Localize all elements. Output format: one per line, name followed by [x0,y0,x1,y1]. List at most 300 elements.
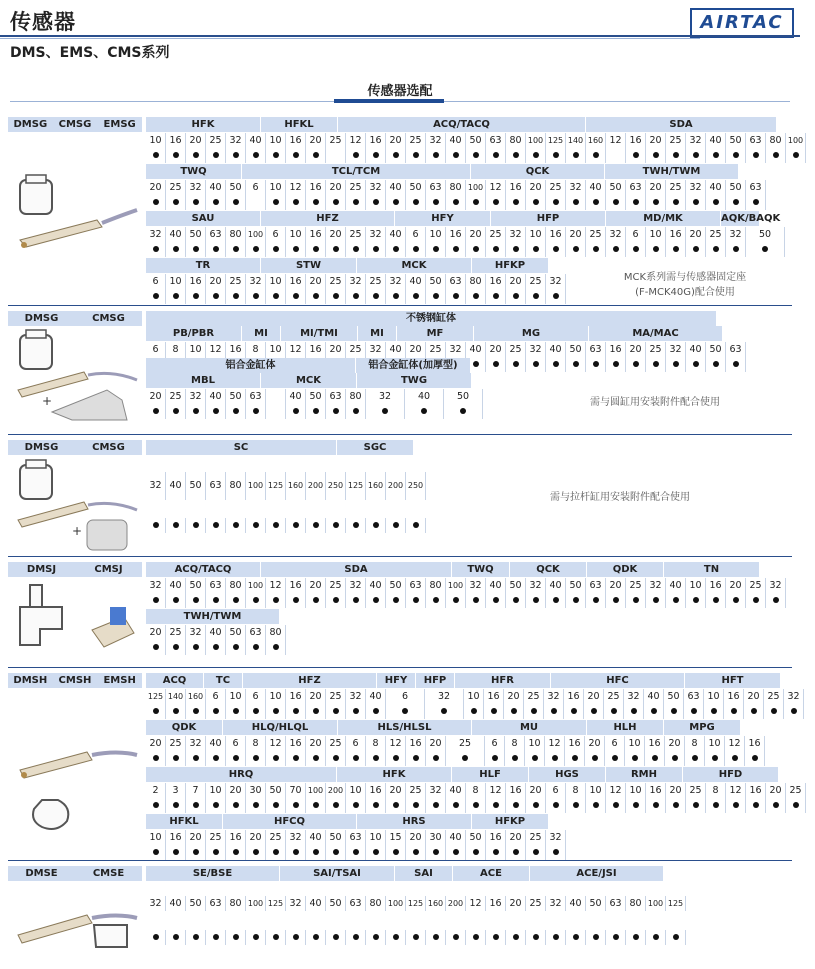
bore-size [266,389,286,404]
compatibility-row [146,930,686,945]
bore-size: 100 [446,578,466,593]
material-header-row [146,358,471,373]
bore-size: 50 [186,472,206,500]
compatible-dot [586,357,606,372]
bore-size: 32 [186,625,206,640]
note-line: MCK系列需与传感器固定座 [623,272,747,283]
bore-size: 40 [166,472,186,500]
compatible-dot [706,242,726,257]
bore-size: 32 [146,227,166,242]
series-label: HLH [587,720,664,735]
compatible-dot [146,798,166,813]
bore-size: 100 [246,578,266,593]
bore-size: 20 [306,578,326,593]
bore-size: 16 [606,342,626,357]
compatible-dot [666,930,686,945]
bore-size: 32 [466,578,486,593]
compatible-dot [405,404,444,419]
empty-cell [246,195,266,210]
bore-size: 32 [366,342,386,357]
series-label: MF [397,326,474,341]
compatible-dot [286,518,306,533]
series-label: HLF [452,767,529,782]
compatible-dot [586,242,606,257]
compatibility-row [146,195,766,210]
bore-size: 20 [666,783,686,798]
compatible-dot [366,404,405,419]
bore-size: 50 [566,342,586,357]
bore-size: 10 [704,689,724,704]
model-label: DMSG [24,442,59,453]
compatible-dot [146,845,166,860]
bore-size: 250 [406,472,426,500]
compatibility-row [146,404,483,419]
bore-size: 100 [246,896,266,911]
compatible-dot [626,930,646,945]
series-label: HFD [683,767,779,782]
bore-size: 16 [486,274,506,289]
bore-size: 16 [484,689,504,704]
compatible-dot [166,640,186,655]
compatible-dot [386,148,406,163]
bore-size: 125 [266,472,286,500]
bore-size: 100 [246,472,266,500]
compatible-dot [306,751,326,766]
compatible-dot [585,751,605,766]
compatible-dot [146,404,166,419]
bore-size: 20 [665,736,685,751]
bore-size: 40 [366,689,386,704]
bore-size: 20 [726,578,746,593]
bore-size: 20 [146,736,166,751]
bore-size: 6 [266,227,286,242]
sensor-dmsg-rail-icon [12,330,137,425]
compatible-dot [626,195,646,210]
bore-size: 12 [606,133,626,148]
series-header-row [146,117,777,132]
compatible-dot [446,930,466,945]
compatible-dot [586,195,606,210]
bore-size: 10 [686,578,706,593]
bore-size: 50 [466,133,486,148]
bore-size: 6 [206,689,226,704]
compatible-dot [226,704,246,719]
compatible-dot [545,751,565,766]
compatible-dot [606,593,626,608]
bore-size: 50 [506,578,526,593]
compatible-dot [366,593,386,608]
compatible-dot [744,704,764,719]
compatible-dot [546,357,566,372]
bore-size: 50 [226,625,246,640]
bore-size: 16 [745,736,765,751]
bore-size: 20 [584,689,604,704]
compatible-dot [426,798,446,813]
compatible-dot [206,289,226,304]
compatible-dot [186,289,206,304]
bore-size: 25 [406,133,426,148]
compatible-dot [526,242,546,257]
compatible-dot [425,704,464,719]
compatible-dot [206,640,226,655]
series-label: SDA [586,117,777,132]
bore-size: 16 [186,274,206,289]
block-note [525,395,785,410]
bore-size: 63 [486,133,506,148]
compatible-dot [466,930,486,945]
bore-size: 50 [326,896,346,911]
bore-size: 125 [266,896,286,911]
bore-size: 25 [206,133,226,148]
compatible-dot [286,148,306,163]
bore-size: 10 [426,227,446,242]
compatible-dot [486,930,506,945]
compatible-dot [784,704,804,719]
compatible-dot [686,798,706,813]
bore-size: 20 [306,689,326,704]
compatible-dot [566,798,586,813]
compatible-dot [326,798,346,813]
model-label: EMSH [103,675,136,686]
bore-size: 40 [206,180,226,195]
bore-size: 140 [166,689,186,704]
bore-size: 100 [466,180,486,195]
compatible-dot [166,518,186,533]
series-label: SDA [261,562,452,577]
compatible-dot [206,593,226,608]
bore-size: 80 [446,180,466,195]
bore-size: 140 [566,133,586,148]
compatible-dot [346,148,366,163]
compatible-dot [186,845,206,860]
bore-size: 16 [166,830,186,845]
compatible-dot [266,242,286,257]
bore-size: 50 [706,342,726,357]
compatible-dot [186,930,206,945]
compatibility-row [146,518,426,533]
compatible-dot [266,195,286,210]
compatible-dot [746,593,766,608]
bore-size: 10 [625,736,645,751]
compatible-dot [346,289,366,304]
bore-size: 16 [506,783,526,798]
series-label: ACQ [146,673,204,688]
compatible-dot [624,704,644,719]
bore-size: 8 [366,736,386,751]
bore-size: 40 [386,227,406,242]
compatible-dot [386,242,406,257]
compatible-dot [525,751,545,766]
compatible-dot [326,242,346,257]
bore-size: 32 [346,274,366,289]
bore-size: 20 [406,830,426,845]
bore-size: 40 [166,578,186,593]
bore-size: 40 [546,578,566,593]
bore-size: 63 [426,180,446,195]
model-header [8,117,142,132]
model-label: CMSG [92,442,125,453]
bore-size: 25 [326,689,346,704]
compatible-dot [266,640,286,655]
series-label: MI/TMI [281,326,358,341]
compatible-dot [766,593,786,608]
series-header-row [146,164,739,179]
bore-size: 10 [266,342,286,357]
compatible-dot [366,798,386,813]
bore-size-row [146,896,686,911]
model-header [8,311,142,326]
compatible-dot [726,195,746,210]
compatible-dot [484,704,504,719]
bore-size-row [146,689,804,704]
bore-size: 10 [705,736,725,751]
compatible-dot [286,242,306,257]
compatible-dot [745,751,765,766]
bore-size: 25 [666,133,686,148]
compatible-dot [686,148,706,163]
bore-size: 15 [386,830,406,845]
bore-size: 80 [466,274,486,289]
compatible-dot [486,289,506,304]
bore-size: 20 [306,133,326,148]
bore-size: 32 [544,689,564,704]
bore-size: 16 [565,736,585,751]
compatible-dot [366,242,386,257]
bore-size: 16 [286,578,306,593]
compatible-dot [286,289,306,304]
compatible-dot [426,930,446,945]
series-label: HLS/HLSL [338,720,472,735]
note-line: 需与圆缸用安装附件配合使用 [590,397,720,408]
bore-size: 40 [686,342,706,357]
compatible-dot [246,751,266,766]
bore-size: 63 [406,578,426,593]
bore-size: 20 [646,180,666,195]
compatible-dot [146,289,166,304]
bore-size: 8 [706,783,726,798]
compatible-dot [464,704,484,719]
bore-size: 32 [546,274,566,289]
compatible-dot [506,242,526,257]
bore-size: 63 [446,274,466,289]
compatible-dot [586,148,606,163]
bore-size: 50 [386,578,406,593]
bore-size: 16 [724,689,744,704]
bore-size: 10 [166,274,186,289]
compatible-dot [726,798,746,813]
bore-size: 40 [546,342,566,357]
series-label: ACE [453,866,530,881]
compatible-dot [346,404,366,419]
bore-size: 80 [426,578,446,593]
compatibility-row [146,798,806,813]
compatible-dot [326,289,346,304]
bore-size: 40 [446,830,466,845]
series-label: HFC [551,673,685,688]
bore-size: 10 [346,783,366,798]
bore-size: 50 [426,274,446,289]
bore-size: 40 [246,133,266,148]
series-label: MI [242,326,281,341]
compatible-dot [386,930,406,945]
bore-size-row [146,736,765,751]
bore-size: 40 [486,578,506,593]
compatible-dot [486,845,506,860]
note-line: 需与拉杆缸用安装附件配合使用 [550,492,690,503]
bore-size: 6 [346,736,366,751]
bore-size: 40 [566,896,586,911]
compatible-dot [386,845,406,860]
bore-size: 32 [226,133,246,148]
bore-size: 30 [426,830,446,845]
compatible-dot [446,798,466,813]
bore-size: 16 [506,180,526,195]
compatible-dot [226,289,246,304]
model-label: CMSJ [94,564,123,575]
compatible-dot [186,798,206,813]
compatible-dot [626,357,646,372]
bore-size: 12 [266,736,286,751]
compatible-dot [626,798,646,813]
bore-size: 20 [306,274,326,289]
compatible-dot [726,148,746,163]
series-label: MPG [664,720,741,735]
bore-size: 32 [766,578,786,593]
compatible-dot [546,798,566,813]
compatible-dot [426,148,446,163]
bore-size: 32 [446,342,466,357]
block-separator [8,556,792,557]
compatible-dot [166,751,186,766]
compatible-dot [504,704,524,719]
series-header-row [146,866,664,881]
bore-size: 40 [366,578,386,593]
block-separator [8,667,792,668]
compatible-dot [406,798,426,813]
bore-size: 10 [266,274,286,289]
model-header [8,440,142,455]
bore-size: 40 [306,830,326,845]
bore-size: 32 [546,896,566,911]
compatible-dot [246,704,266,719]
bore-size: 16 [366,133,386,148]
compatible-dot [346,242,366,257]
compatible-dot [386,289,406,304]
bore-size: 63 [246,389,266,404]
bore-size: 50 [226,389,246,404]
compatible-dot [306,518,326,533]
bore-size: 40 [644,689,664,704]
bore-size: 32 [346,689,366,704]
series-label: AQK/BAQK [721,213,781,224]
bore-size: 160 [426,896,446,911]
bore-size: 20 [626,342,646,357]
bore-size: 80 [626,896,646,911]
compatible-dot [246,930,266,945]
airtac-logo: AIRTAC [690,8,794,38]
bore-size: 50 [186,896,206,911]
bore-size: 63 [746,133,766,148]
compatible-dot [446,845,466,860]
bore-size: 16 [564,689,584,704]
compatible-dot [546,845,566,860]
series-label: HFZ [243,673,377,688]
compatible-dot [286,751,306,766]
compatible-dot [146,593,166,608]
compatible-dot [485,751,505,766]
compatible-dot [506,289,526,304]
compatible-dot [226,751,246,766]
series-label: HFP [491,211,606,226]
bore-size: 20 [326,180,346,195]
compatible-dot [426,242,446,257]
bore-size: 12 [346,133,366,148]
compatible-dot [306,289,326,304]
series-label: MI [358,326,397,341]
compatible-dot [366,518,386,533]
bore-size: 100 [646,896,666,911]
block-separator [8,434,792,435]
compatible-dot [746,798,766,813]
bore-size-row [146,830,566,845]
bore-size: 12 [725,736,745,751]
compatibility-row [146,704,804,719]
series-label: HFKL [146,814,223,829]
bore-size: 20 [504,689,524,704]
compatible-dot [506,798,526,813]
bore-size: 16 [286,736,306,751]
compatible-dot [486,195,506,210]
series-label: ACE/JSI [530,866,664,881]
bore-size: 12 [386,736,406,751]
bore-size: 25 [326,736,346,751]
bore-size: 32 [146,578,166,593]
model-label: DMSH [13,675,48,686]
compatible-dot [286,593,306,608]
compatible-dot [704,704,724,719]
bore-size: 32 [286,830,306,845]
bore-size: 40 [166,896,186,911]
series-header-row [146,440,414,455]
compatible-dot [646,242,666,257]
bore-size: 12 [266,578,286,593]
compatible-dot [486,798,506,813]
compatible-dot [764,704,784,719]
model-label: DMSE [25,868,58,879]
compatible-dot [346,845,366,860]
bore-size: 6 [485,736,505,751]
bore-size: 10 [646,227,666,242]
compatible-dot [186,518,206,533]
model-header [8,673,142,688]
bore-size: 32 [784,689,804,704]
compatible-dot [386,798,406,813]
compatible-dot [646,930,666,945]
bore-size: 20 [526,783,546,798]
bore-size: 25 [206,830,226,845]
compatible-dot [685,751,705,766]
bore-size: 10 [525,736,545,751]
bore-size: 25 [764,689,784,704]
compatible-dot [226,640,246,655]
bore-size: 25 [586,227,606,242]
bore-size: 16 [746,783,766,798]
bore-size: 20 [186,133,206,148]
bore-size: 80 [346,389,366,404]
compatible-dot [246,242,266,257]
compatible-dot [706,148,726,163]
compatibility-row [146,242,785,257]
